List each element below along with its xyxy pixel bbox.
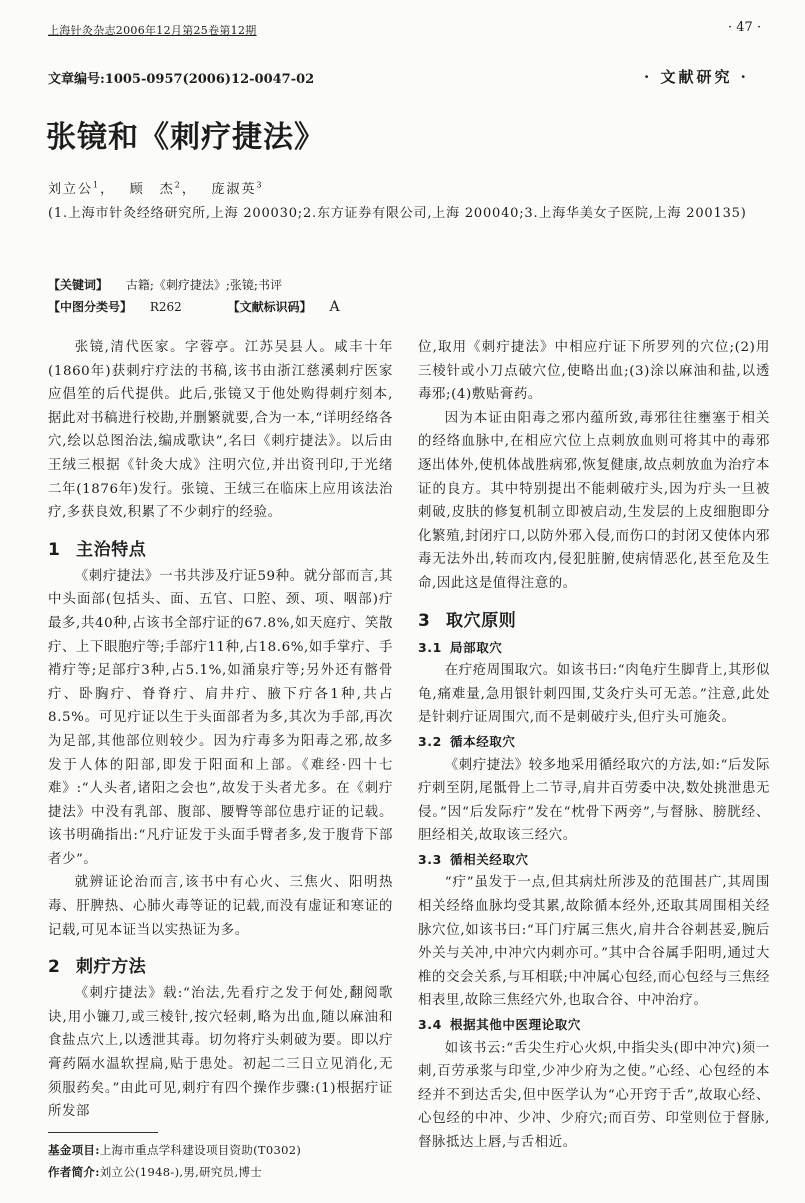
keywords-line xyxy=(48,276,282,293)
section-3 xyxy=(418,606,770,1155)
section-2 xyxy=(48,952,393,1124)
author-list: 刘立公$^1$， 顾 杰$^2$， 庞淑英$^3$ xyxy=(48,180,264,197)
left-column xyxy=(48,336,393,1203)
keywords: 古籍;《刺疗捷法》;张镜;书评 xyxy=(125,278,282,292)
article-number: 文章编号:1005-0957(2006)12-0047-02 xyxy=(48,72,315,87)
section-heading: 2 刺疔方法 xyxy=(48,957,147,978)
fund-note: 基金项目:上海市重点学科建设项目资助(T0302) xyxy=(48,1142,302,1157)
affiliations: (1.上海市针灸经络研究所,上海 200030;2.东方证券有限公司,上海 200040;3.上海华美女子医院,上海 200135) xyxy=(48,206,747,221)
footnotes xyxy=(48,1132,393,1183)
author-note: 作者简介:刘立公(1948-),男,研究员,博士 xyxy=(48,1164,263,1179)
article-title: 张镜和《刺疗捷法》 xyxy=(46,120,325,155)
paragraph: “疔”虽发于一点,但其病灶所涉及的范围甚广,其周围相关经络血脉均受其累,故除循本经外,还取其周围相关经脉穴位,如该书曰:“耳门疔属三焦火,肩井合谷刺甚妥,腕后外关与关冲,中冲穴内刺亦可。”其中合谷属手阳明,通过大椎的交会关系,与耳相联;中冲属心包经,而心包经与三焦经相表里,故除三焦经穴外,也取合谷、中冲治疗。 xyxy=(418,875,770,1009)
paragraph: 位,取用《刺疔捷法》中相应疔证下所罗列的穴位;(2)用三棱针或小刀点破穴位,使略出血;(3)涂以麻油和盐,以透毒邪;(4)敷贴膏药。 xyxy=(418,340,770,403)
keywords-label: 【关键词】 xyxy=(48,278,109,292)
paragraph: 《刺疔捷法》载:“治法,先看疔之发于何处,翻阅歌诀,用小镰刀,或三棱针,按穴轻刺,略为出血,随以麻油和食盐点穴上,以透泄其毒。切勿将疔头刺破为要。即以疔膏药隔水温软捏扁,贴于患处。初起二三日立见消化,无须服药矣。”由此可见,刺疔有四个操作步骤:(1)根据疔证所发部 xyxy=(48,986,393,1120)
paragraph: 《刺疔捷法》一书共涉及疔证59种。就分部而言,其中头面部(包括头、面、五官、口腔、颈、项、咽部)疔最多,共40种,占该书全部疔证的67.8%,如天庭疔、笑散疔、上下眼胞疔等;手部疔11种,占18.6%,如手掌疔、手褙疔等;足部疔3种,占5.1%,如涌泉疔等;另外还有髂骨疔、卧胸疔、脊脊疔、肩井疔、腋下疔各1种,共占8.5%。可见疔证以生于头面部者为多,其次为手部,再次为足部,其他部位则较少。因为疔毒多为阳毒之邪,故多发于人体的阳部,即发于阳面和上部。《难经·四十七难》:“人头者,诸阳之会也”,故发于头者尤多。在《刺疔捷法》中没有乳部、腹部、腰臀等部位患疔证的记载。该书明确指出:“凡疔证发于头面手臂者多,发于腹背下部者少”。 xyxy=(48,568,393,867)
subsection-heading: 3.4 根据其他中医理论取穴 xyxy=(418,1017,582,1033)
classification-line xyxy=(48,298,340,315)
subsection-heading: 3.1 局部取穴 xyxy=(418,639,503,655)
author: 顾 杰 xyxy=(129,182,175,197)
clc-label: 【中图分类号】 xyxy=(48,300,133,314)
footnote-divider xyxy=(48,1132,158,1133)
right-column xyxy=(418,336,770,1175)
author: 庞淑英 xyxy=(211,182,257,197)
subsection-heading: 3.2 循本经取穴 xyxy=(418,733,516,749)
journal-header: 上海针灸杂志2006年12月第25卷第12期 xyxy=(48,24,257,37)
clc-code: R262 xyxy=(149,300,182,314)
page-number: · 47 · xyxy=(728,20,762,35)
paragraph: 《刺疔捷法》较多地采用循经取穴的方法,如:“后发际疔刺至阴,尾骶骨上二节寻,肩井百劳委中决,数处挑泄患无侵。”因“后发际疔”发在“枕骨下两旁”,与督脉、膀胱经、胆经相关,故取该三经穴。 xyxy=(418,757,771,844)
section-heading: 1 主治特点 xyxy=(48,539,147,560)
paragraph: 因为本证由阳毒之邪内蕴所致,毒邪往往壅塞于相关的经络血脉中,在相应穴位上点刺放血则可将其中的毒邪逐出体外,使机体战胜病邪,恢复健康,故点刺放血为治疗本证的良方。其中特别提出不能刺破疔头,因为疔头一旦被刺破,皮肤的修复机制立即被启动,生发层的上皮细胞即分化繁殖,封闭疔口,以防外邪入侵,而伤口的封闭又使体内邪毒无法外出,转而攻内,侵犯脏腑,使病情恶化,甚至危及生命,因此这是值得注意的。 xyxy=(418,410,770,591)
intro-paragraph: 张镜,清代医家。字蓉亭。江苏吴县人。咸丰十年(1860年)获刺疔疗法的书稿,该书由浙江慈溪刺疔医家应倡笙的后代提供。此后,张镜又于他处购得刺疔刻本,据此对书稿进行校勘,并删繁就要,合为一本,“详明经络各穴,绘以总图治法,编成歌诀”,名曰《刺疔捷法》。以后由王绒三根据《针灸大成》注明穴位,并出资刊印,于光绪二年(1876年)发行。张镜、王绒三在临床上应用该法治疗,多获良效,积累了不少刺疔的经验。 xyxy=(48,340,393,521)
doc-code-label: 【文献标识码】 xyxy=(227,300,312,314)
paragraph: 就辨证论治而言,该书中有心火、三焦火、阳明热毒、肝脾热、心肺火毒等证的记载,而没有虚证和寒证的记载,可见本证当以实热证为多。 xyxy=(48,875,393,938)
column-tag: · 文献研究 · xyxy=(644,68,749,86)
paragraph: 如该书云:“舌尖生疔心火炽,中指尖头(即中冲穴)须一刺,百劳承浆与印堂,少冲少府为之使。”心经、心包经的本经并不到达舌尖,但中医学认为“心开窍于舌”,故取心经、心包经的中冲、少冲、少府穴;而百劳、印堂则位于督脉,督脉抵达上唇,与舌相近。 xyxy=(418,1040,770,1150)
doc-code: A xyxy=(329,299,340,315)
paragraph: 在疔疮周围取穴。如该书曰:“肉龟疔生脚背上,其形似龟,痛难量,急用银针刺四围,艾灸疔头可无恙。”注意,此处是针刺疔证周围穴,而不是刺破疔头,但疔头可施灸。 xyxy=(418,663,771,726)
section-heading: 3 取穴原则 xyxy=(418,610,517,631)
subsection-heading: 3.3 循相关经取穴 xyxy=(418,851,529,867)
author: 刘立公 xyxy=(48,182,94,197)
section-1 xyxy=(48,535,393,943)
